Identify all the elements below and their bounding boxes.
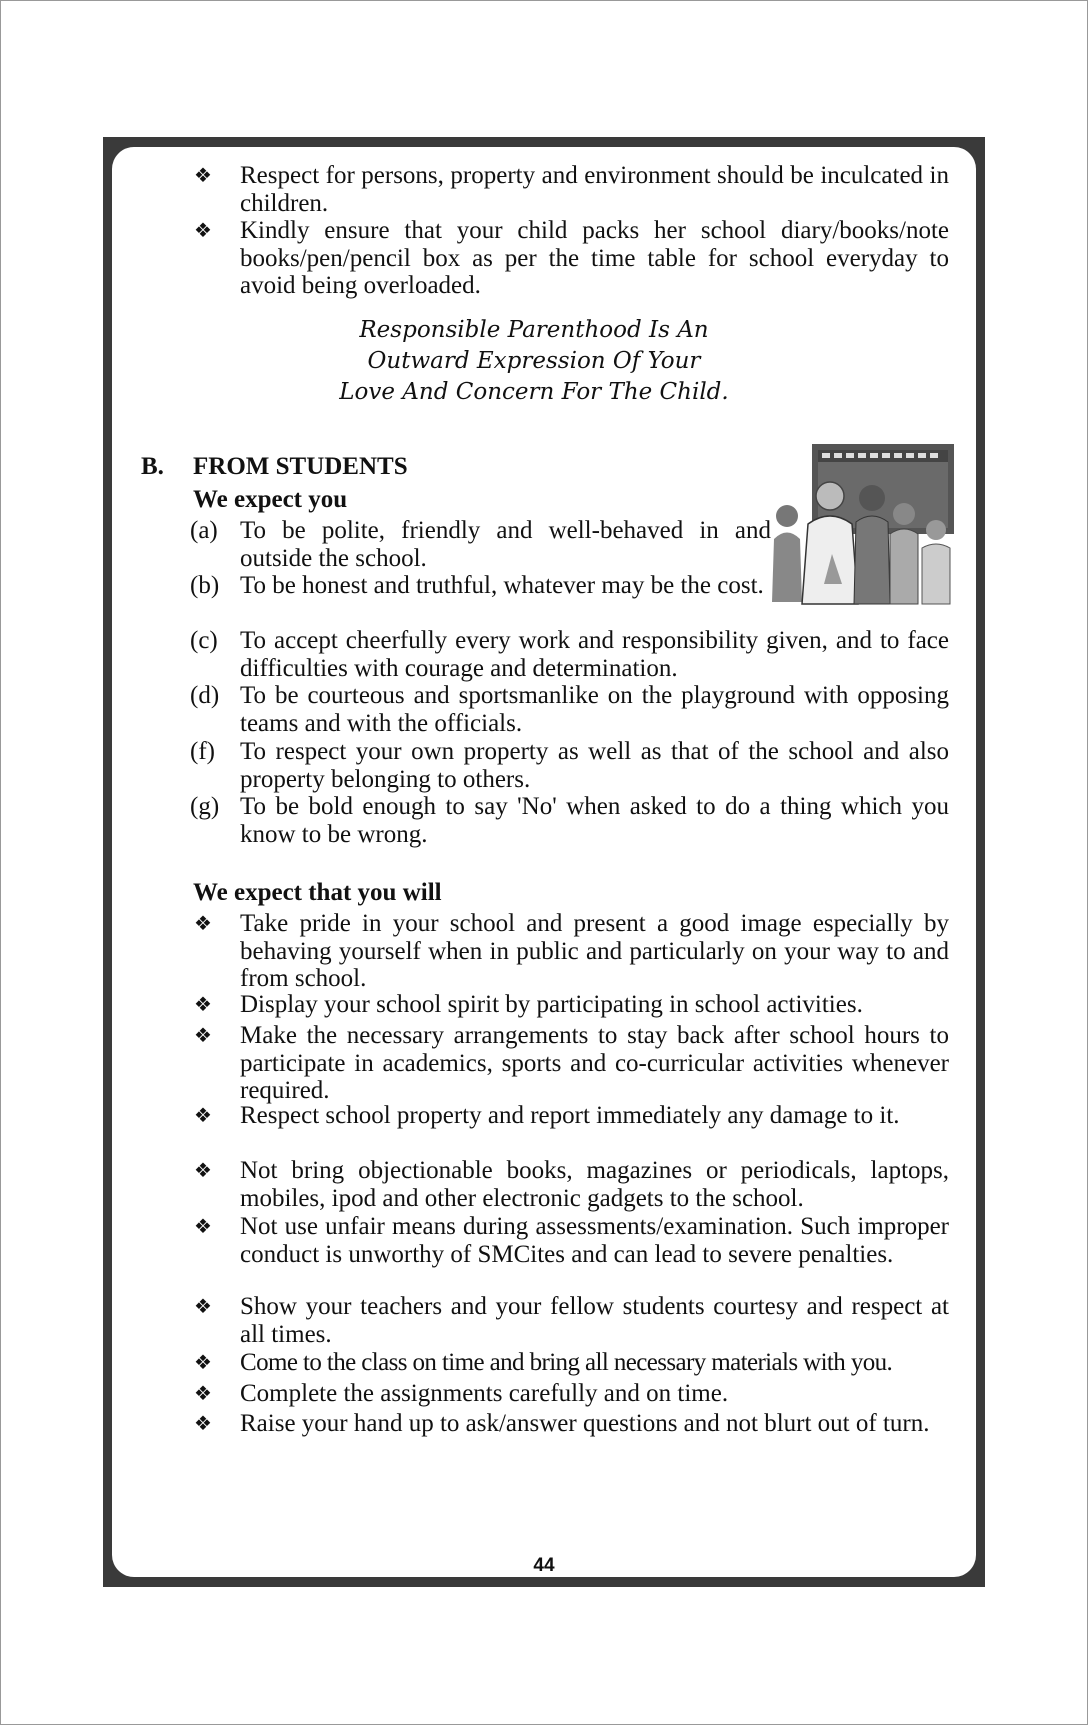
bullet-text: Raise your hand up to ask/answer questions and not blurt out of turn. xyxy=(240,1410,930,1437)
diamond-bullet-icon: ❖ xyxy=(194,1381,212,1405)
students-classroom-illustration-icon xyxy=(772,444,958,614)
item-text: To be bold enough to say 'No' when asked to do a thing which you know to be wrong. xyxy=(240,793,949,848)
diamond-bullet-icon: ❖ xyxy=(194,1158,212,1182)
bullet-text: Complete the assignments carefully and on time. xyxy=(240,1380,729,1407)
bullet-text: Take pride in your school and present a good image especially by behaving yourself when in public and particularly on your way to and from school. xyxy=(240,910,949,992)
quote xyxy=(232,315,836,408)
content-panel xyxy=(112,147,976,1577)
quote-line: Responsible Parenthood Is An xyxy=(359,317,709,343)
quote-line: Outward Expression Of Your xyxy=(367,348,701,374)
diamond-bullet-icon: ❖ xyxy=(194,1023,212,1047)
diamond-bullet-icon: ❖ xyxy=(194,1411,212,1435)
bullet-text: Show your teachers and your fellow students courtesy and respect at all times. xyxy=(240,1293,949,1348)
diamond-bullet-icon: ❖ xyxy=(194,1214,212,1238)
bullet-text: Display your school spirit by participating in school activities. xyxy=(240,991,863,1018)
item-text: To be courteous and sportsmanlike on the playground with opposing teams and with the officials. xyxy=(240,682,949,737)
diamond-bullet-icon: ❖ xyxy=(194,1350,212,1374)
item-text: To be honest and truthful, whatever may be the cost. xyxy=(240,572,764,599)
expect-heading: We expect you xyxy=(193,486,348,513)
section-letter: B. xyxy=(141,453,164,480)
will-heading: We expect that you will xyxy=(193,879,442,906)
section-title: FROM STUDENTS xyxy=(193,453,408,480)
quote-line: Love And Concern For The Child. xyxy=(339,379,729,405)
item-label: (a) xyxy=(190,517,218,544)
diamond-bullet-icon: ❖ xyxy=(194,218,212,242)
item-text: To accept cheerfully every work and responsibility given, and to face difficulties with courage and determination. xyxy=(240,627,949,682)
bullet-text: Not use unfair means during assessments/examination. Such improper conduct is unworthy of SMCites and can lead to severe penalties. xyxy=(240,1213,949,1268)
item-text: To respect your own property as well as that of the school and also property belonging to others. xyxy=(240,738,949,793)
content xyxy=(112,147,976,1577)
bullet-text: Make the necessary arrangements to stay back after school hours to participate in academics, sports and co-curricular activities whenever required. xyxy=(240,1022,949,1104)
bullet-text: Come to the class on time and bring all necessary materials with you. xyxy=(240,1349,893,1376)
item-label: (b) xyxy=(190,572,220,599)
page-number: 44 xyxy=(533,1555,555,1576)
diamond-bullet-icon: ❖ xyxy=(194,911,212,935)
diamond-bullet-icon: ❖ xyxy=(194,992,212,1016)
item-label: (c) xyxy=(190,627,218,654)
item-label: (g) xyxy=(190,793,220,820)
bullet-text: Respect for persons, property and environment should be inculcated in children. xyxy=(240,162,949,217)
diamond-bullet-icon: ❖ xyxy=(194,1103,212,1127)
item-label: (f) xyxy=(190,738,215,765)
bullet-text: Not bring objectionable books, magazines or periodicals, laptops, mobiles, ipod and other electronic gadgets to the school. xyxy=(240,1157,949,1212)
diamond-bullet-icon: ❖ xyxy=(194,1294,212,1318)
item-text: To be polite, friendly and well-behaved in and outside the school. xyxy=(240,517,771,572)
page-frame xyxy=(103,137,985,1587)
bullet-text: Respect school property and report immediately any damage to it. xyxy=(240,1102,900,1129)
bullet-text: Kindly ensure that your child packs her school diary/books/note books/pen/pencil box as per the time table for school everyday to avoid being overloaded. xyxy=(240,217,949,299)
diamond-bullet-icon: ❖ xyxy=(194,163,212,187)
item-label: (d) xyxy=(190,682,220,709)
